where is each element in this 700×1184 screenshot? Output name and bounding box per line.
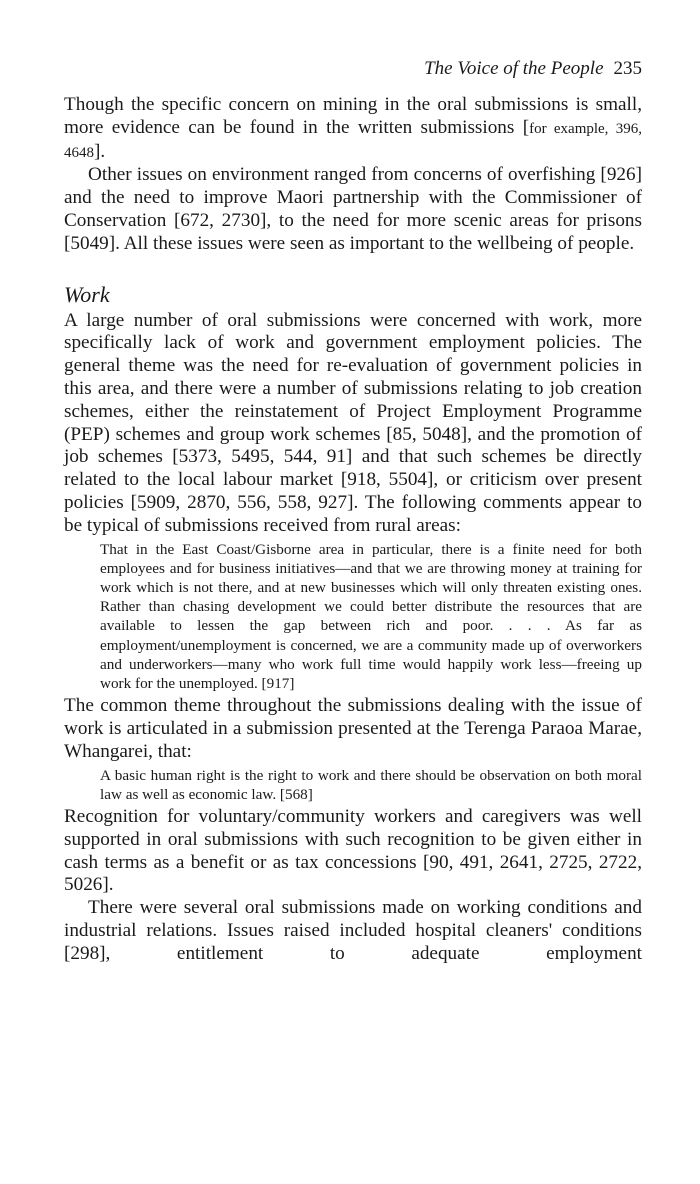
paragraph-mining: [64, 94, 642, 164]
paragraph-working-conditions: There were several oral submissions made on working conditions and industrial relations. Issues raised included hospital cleaners' conditions [298], entitlement to adequate employment: [64, 897, 642, 964]
paragraph-mining-citation: for example, 396, 4648: [64, 120, 642, 161]
quote-east-coast: That in the East Coast/Gisborne area in particular, there is a finite need for both employees and for business initiatives—and that we are throwing money at training for work which is not there, and at new businesses which will only threaten existing ones. Rather than chasing development we could better distribute the resources that are available to lessen the gap between rich and poor. . . . As far as employment/unemployment is concerned, we are a community made up of overworkers and underworkers—many who work full time would happily work less—freeing up work for the unemployed. [917]: [100, 540, 642, 692]
page-number: 235: [613, 58, 642, 79]
paragraph-mining-text: Though the specific concern on mining in the oral submissions is small, more evidence can be found in the written submissions [: [64, 94, 642, 138]
running-head: [424, 58, 642, 80]
quote-basic-right: A basic human right is the right to work and there should be observation on both moral law as well as economic law. [568]: [100, 766, 642, 803]
paragraph-recognition: Recognition for voluntary/community workers and caregivers was well supported in oral submissions with such recognition to be given either in cash terms as a benefit or as tax concessions [90, 491, 2641, 2725, 2722, 5026].: [64, 805, 642, 896]
paragraph-common-theme: The common theme throughout the submissions dealing with the issue of work is articulated in a submission presented at the Terenga Paraoa Marae, Whangarei, that:: [64, 695, 642, 762]
section-heading-work: Work: [64, 281, 110, 307]
paragraph-environment: Other issues on environment ranged from concerns of overfishing [926] and the need to improve Maori partnership with the Commissioner of Conservation [672, 2730], to the need for more scenic areas for prisons [5049]. All these issues were seen as important to the wellbeing of people.: [64, 164, 642, 254]
paragraph-mining-end: ].: [94, 140, 106, 162]
running-head-title: The Voice of the People: [424, 58, 604, 79]
paragraph-work: A large number of oral submissions were concerned with work, more specifically lack of work and government employment policies. The general theme was the need for re-evaluation of government policies in this area, and there were a number of submissions relating to job creation schemes, either the reinstatement of Project Employment Programme (PEP) schemes and group work schemes [85, 5048], and the promotion of job schemes [5373, 5495, 544, 91] and that such schemes be directly related to the local labour market [918, 5504], or criticism over present policies [5909, 2870, 556, 558, 927]. The following comments appear to be typical of submissions received from rural areas:: [64, 309, 642, 536]
body-text: [64, 94, 642, 966]
